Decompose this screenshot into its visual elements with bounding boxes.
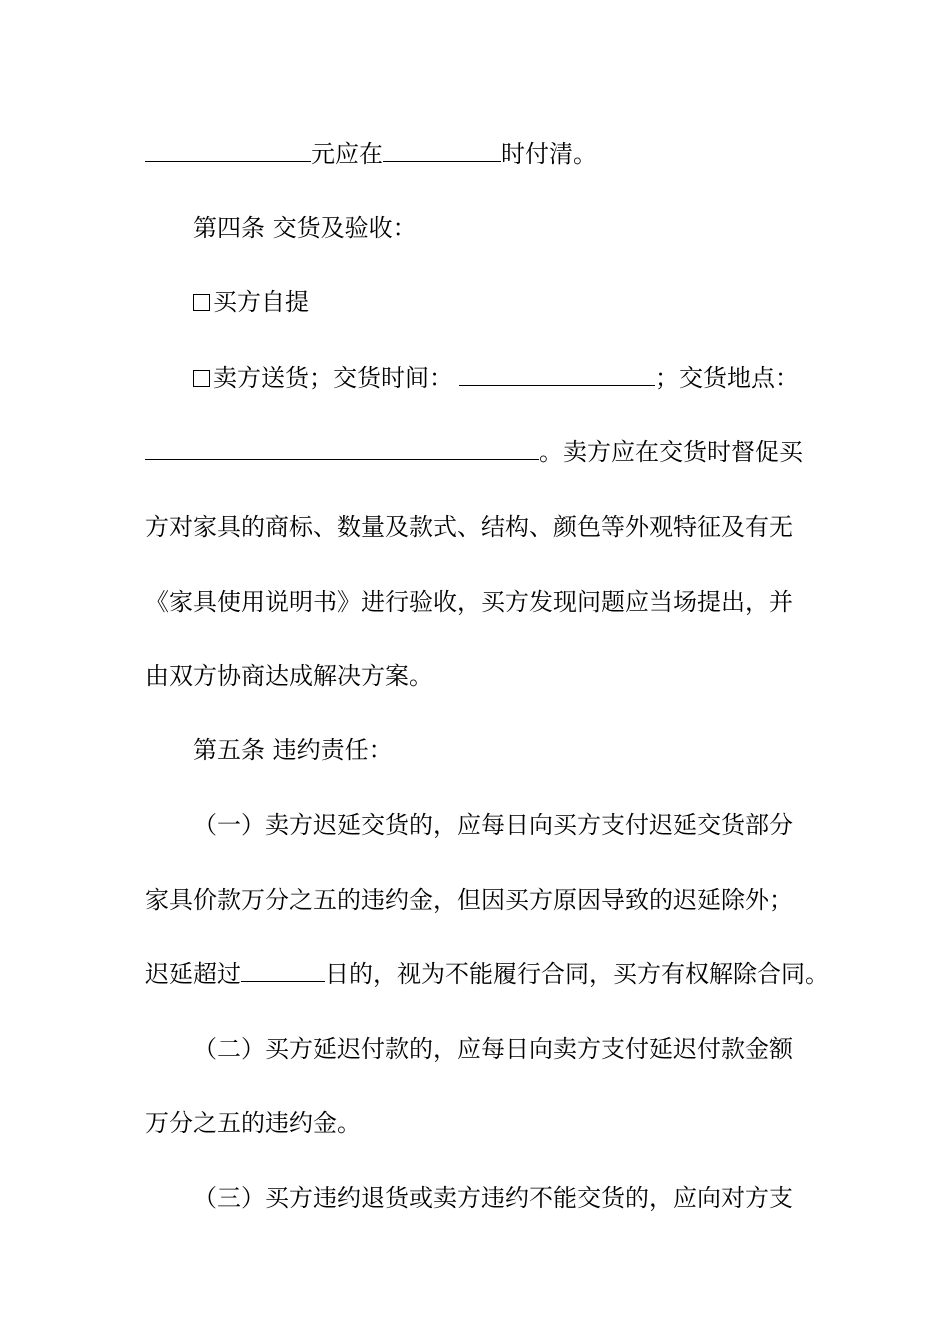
text-pay-suffix: 时付清。 bbox=[501, 140, 597, 168]
blank-amount[interactable] bbox=[145, 139, 311, 162]
option-self-pickup-label: 买方自提 bbox=[213, 288, 309, 316]
checkbox-icon[interactable] bbox=[193, 370, 210, 387]
option-seller-delivery bbox=[193, 362, 799, 394]
clause-3-line: （三）买方违约退货或卖方违约不能交货的，应向对方支 bbox=[193, 1184, 793, 1212]
option-seller-delivery-label: 卖方送货；交货时间： bbox=[213, 364, 453, 392]
blank-delivery-time[interactable] bbox=[459, 363, 655, 386]
delivery-place-label: ；交货地点： bbox=[655, 364, 799, 392]
blank-delay-days[interactable] bbox=[241, 959, 325, 982]
option-self-pickup bbox=[193, 286, 309, 318]
delivery-place-line bbox=[145, 436, 803, 468]
paragraph-line: 由双方协商达成解决方案。 bbox=[145, 662, 433, 690]
clause-1-line: 家具价款万分之五的违约金，但因买方原因导致的迟延除外； bbox=[145, 886, 793, 914]
text-delay-prefix: 迟延超过 bbox=[145, 960, 241, 988]
clause-1-line bbox=[145, 958, 829, 990]
blank-delivery-place[interactable] bbox=[145, 437, 539, 460]
text-delivery-place-suffix: 。卖方应在交货时督促买 bbox=[539, 438, 803, 466]
article-4-title: 第四条 交货及验收： bbox=[193, 214, 417, 242]
article-5-title: 第五条 违约责任： bbox=[193, 736, 393, 764]
clause-2-line: 万分之五的违约金。 bbox=[145, 1109, 361, 1137]
clause-1-line: （一）卖方迟延交货的，应每日向买方支付迟延交货部分 bbox=[193, 811, 793, 839]
blank-pay-time[interactable] bbox=[383, 139, 501, 162]
clause-2-line: （二）买方延迟付款的，应每日向卖方支付延迟付款金额 bbox=[193, 1035, 793, 1063]
paragraph-line: 《家具使用说明书》进行验收，买方发现问题应当场提出，并 bbox=[145, 588, 793, 616]
text-delay-suffix: 日的，视为不能履行合同，买方有权解除合同。 bbox=[325, 960, 829, 988]
paragraph-line: 方对家具的商标、数量及款式、结构、颜色等外观特征及有无 bbox=[145, 513, 793, 541]
payment-line bbox=[145, 138, 597, 170]
checkbox-icon[interactable] bbox=[193, 294, 210, 311]
text-amount-suffix: 元应在 bbox=[311, 140, 383, 168]
